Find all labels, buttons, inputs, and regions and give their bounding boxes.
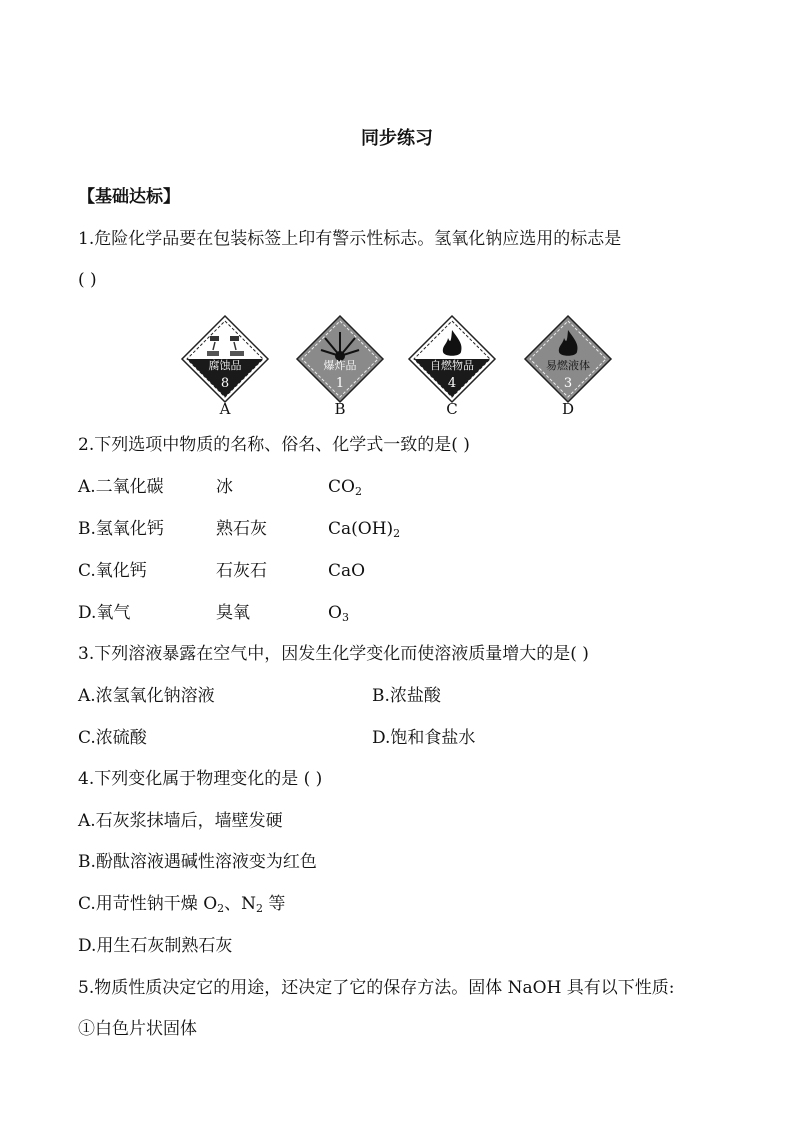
hazard-sign-a [180, 314, 270, 404]
q3-option-d: D.饱和食盐水 [372, 728, 476, 748]
q5-item-1: ①白色片状固体 [78, 1019, 197, 1039]
sign-d-letter: D [561, 400, 575, 418]
q4-option-d: D.用生石灰制熟石灰 [78, 936, 233, 956]
sign-b-number: 1 [335, 376, 345, 391]
q3-option-c: C.浓硫酸 [78, 728, 147, 748]
hazard-sign-d [523, 314, 613, 404]
sign-d-label: 易燃液体 [546, 359, 590, 372]
q2-option-a-common: 冰 [216, 477, 233, 497]
question-1-blank: ( ) [78, 270, 97, 290]
q2-option-c-formula: CaO [328, 561, 366, 581]
question-4-stem: 4.下列变化属于物理变化的是 ( ) [78, 769, 323, 789]
q2-option-d-formula: $O_3$ [328, 603, 349, 624]
hazard-sign-c [407, 314, 497, 404]
sign-d-number: 3 [563, 376, 573, 391]
page-title: 同步练习 [361, 128, 433, 149]
q2-option-b-name: B.氢氧化钙 [78, 519, 164, 539]
q3-option-b: B.浓盐酸 [372, 686, 441, 706]
sign-c-number: 4 [447, 376, 457, 391]
q2-option-a-formula: $CO_2$ [328, 477, 362, 498]
q2-option-d-name: D.氧气 [78, 603, 131, 623]
sign-a-number: 8 [220, 376, 230, 391]
sign-c-label: 自燃物品 [430, 359, 474, 372]
q2-option-d-common: 臭氧 [216, 603, 250, 623]
q2-option-c-name: C.氧化钙 [78, 561, 147, 581]
sign-c-letter: C [446, 400, 458, 418]
sign-b-letter: B [334, 400, 346, 418]
question-2-stem: 2.下列选项中物质的名称、俗名、化学式一致的是( ) [78, 435, 470, 455]
q4-option-b: B.酚酞溶液遇碱性溶液变为红色 [78, 852, 317, 872]
q4-option-c: C.用苛性钠干燥 $O_2$、$N_2$ 等 [78, 894, 286, 915]
question-1-stem: 1.危险化学品要在包装标签上印有警示性标志。氢氧化钠应选用的标志是 [78, 229, 622, 249]
hazard-sign-b [295, 314, 385, 404]
q2-option-c-common: 石灰石 [216, 561, 267, 581]
section-heading: 【基础达标】 [78, 187, 180, 207]
q2-option-b-formula: $Ca(OH)_2$ [328, 519, 401, 540]
question-3-stem: 3.下列溶液暴露在空气中，因发生化学变化而使溶液质量增大的是( ) [78, 644, 589, 664]
q4-option-a: A.石灰浆抹墙后，墙壁发硬 [78, 811, 283, 831]
q3-option-a: A.浓氢氧化钠溶液 [78, 686, 215, 706]
question-5-stem: 5.物质性质决定它的用途，还决定了它的保存方法。固体 NaOH 具有以下性质: [78, 978, 675, 998]
q2-option-b-common: 熟石灰 [216, 519, 267, 539]
sign-b-label: 爆炸品 [323, 359, 357, 372]
sign-a-letter: A [219, 400, 231, 418]
sign-a-label: 腐蚀品 [208, 359, 242, 372]
q2-option-a-name: A.二氧化碳 [78, 477, 164, 497]
